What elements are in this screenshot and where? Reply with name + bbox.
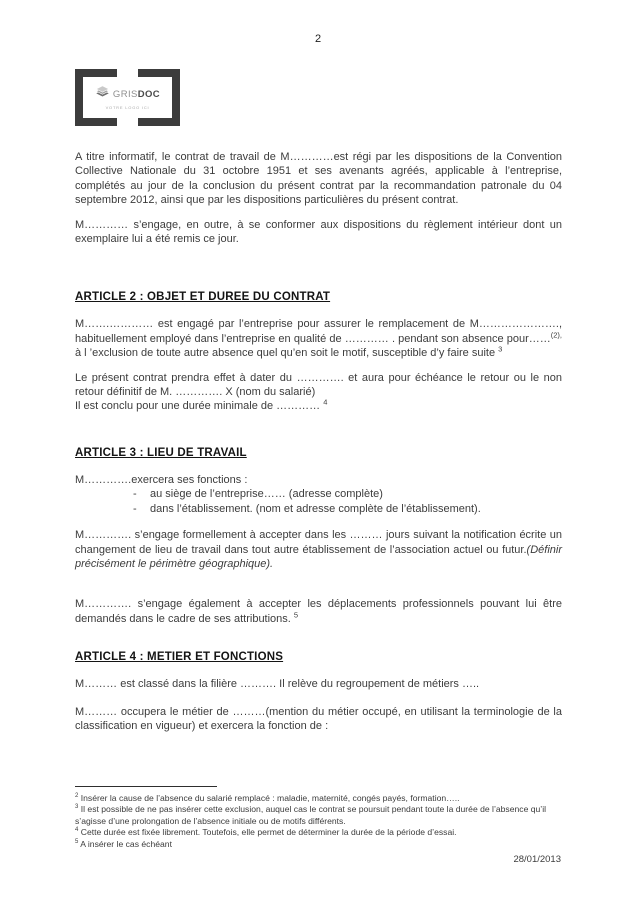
article-3-heading: ARTICLE 3 : LIEU DE TRAVAIL — [75, 446, 247, 459]
intro-paragraph-2: M………… s’engage, en outre, à se conformer aux dispositions du règlement intérieur dont un exemplaire lui a été remis ce jour. — [75, 218, 562, 246]
footnote-4: $^4$ Cette durée est fixée librement. Toutefois, elle permet de déterminer la durée de la période d’essai. — [75, 827, 457, 838]
article-2-paragraph-1: M…….………… est engagé par l’entreprise pour assurer le remplacement de M…………………., habituellement employé dans l’entreprise en qualité de ………… . pendant son absence pour……$^{(2),}$ à l ’exclusion de toute autre absence quel qu’en soit le motif, susceptible d’y faire suite $^3$ — [75, 318, 562, 360]
footnote-ref-3: 3 — [498, 344, 503, 354]
footer — [75, 786, 561, 865]
article-3-intro-line: M………….exercera ses fonctions : — [75, 473, 248, 486]
article-3-paragraph-2: M…………. s’engage formellement à accepter dans les ……… jours suivant la notification écrite un changement de lieu de travail dans tout autre établissement de l’association actuel ou futur.(Définir précisément le périmètre géographique). — [75, 529, 562, 570]
footnote-5: $^5$ A insérer le cas échéant — [75, 838, 172, 849]
layers-icon — [95, 85, 110, 103]
footnote-ref-4: 4 — [323, 397, 328, 407]
article-4-heading: ARTICLE 4 : METIER ET FONCTIONS — [75, 651, 284, 664]
footnote-3: $^3$ Il est possible de ne pas insérer cette exclusion, auquel cas le contrat se poursuit pendant toute la durée de l’absence qu’il s’agisse d’une prolongation de l’absence initiale ou de motifs différents. — [75, 804, 547, 826]
article-2-paragraph-2: Le présent contrat prendra effet à dater du …………. et aura pour échéance le retour ou le non retour définitif de M. …………. X (nom du salarié) Il est conclu pour une durée minimale de ………… $^4$ — [75, 371, 562, 413]
list-item: - au siège de l’entreprise…… (adresse complète) — [133, 488, 383, 501]
footnote-ref-2: (2), — [550, 330, 562, 340]
article-4-paragraph-2: M……… occupera le métier de ………(mention du métier occupé, en utilisant la terminologie de la classification en vigueur) et exercera la fonction de : — [75, 705, 562, 732]
document-body — [75, 150, 562, 743]
article-3-paragraph-3: M…………. s’engage également à accepter les déplacements professionnels pouvant lui être demandés dans le cadre de ses attributions. $^5$ — [75, 598, 562, 625]
logo-wordmark: GRISDOC — [112, 88, 161, 100]
grisdoc-logo — [75, 69, 180, 126]
logo-tagline: VOTRE LOGO ICI — [105, 105, 150, 110]
footnote-ref-5: 5 — [293, 610, 299, 620]
footnote-separator — [75, 786, 217, 787]
document-date: 28/01/2013 — [513, 854, 561, 866]
article-4-paragraph-1: M……… est classé dans la filière ………. Il relève du regroupement de métiers ….. — [75, 678, 480, 691]
page-number: 2 — [314, 33, 322, 45]
footnote-2: $^2$ Insérer la cause de l’absence du salarié remplacé : maladie, maternité, congés payés, formation….. — [75, 793, 460, 803]
article-2-heading: ARTICLE 2 : OBJET ET DUREE DU CONTRAT — [75, 291, 331, 304]
intro-paragraph-1: A titre informatif, le contrat de travail de M…………est régi par les dispositions de la Convention Collective Nationale du 31 octobre 1951 et ses avenants agréés, applicable à l’entreprise, complétés au jour de la conclusion du présent contrat par la recommandation patronale du 04 septembre 2012, ainsi que par les dispositions particulières du présent contrat. — [75, 151, 562, 207]
list-item: - dans l’établissement. (nom et adresse complète de l’établissement). — [133, 502, 481, 515]
